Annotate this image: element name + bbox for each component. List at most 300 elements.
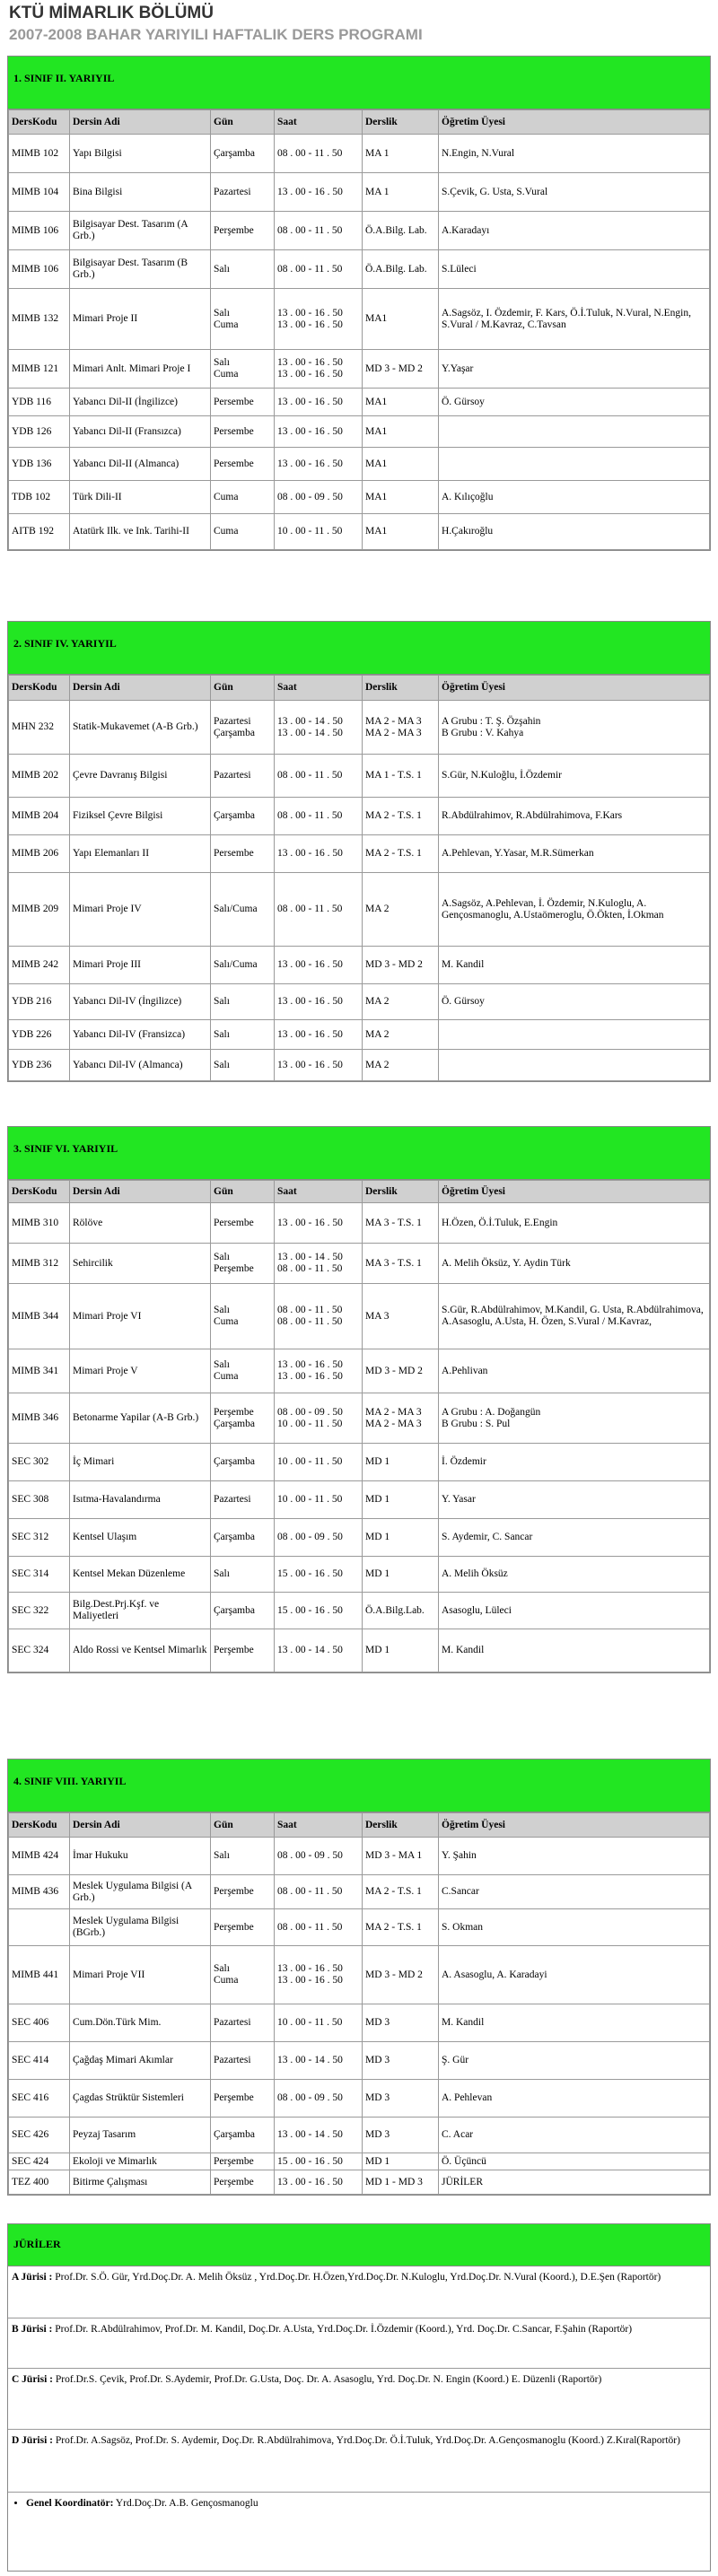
cell-lecturer: A Grubu : T. Ş. Özşahin B Grubu : V. Kahya [439,701,710,755]
cell-time: 13 . 00 - 16 . 50 [275,835,363,873]
juries-heading: JÜRİLER [13,2238,61,2250]
cell-course-code: MIMB 346 [9,1393,70,1444]
cell-classroom: MA 1 [363,173,439,212]
cell-lecturer: A. Melih Öksüz [439,1557,710,1593]
column-header-course-name: Dersin Adi [70,676,211,701]
column-header-lecturer: Öğretim Üyesi [439,676,710,701]
cell-course-name: Kentsel Ulaşım [70,1519,211,1557]
cell-classroom: MA 2 [363,984,439,1020]
cell-time: 13 . 00 - 14 . 50 [275,2042,363,2080]
cell-lecturer [439,1050,710,1081]
cell-time: 10 . 00 - 11 . 50 [275,2004,363,2042]
cell-classroom: Ö.A.Bilg. Lab. [363,250,439,289]
cell-classroom: MA 3 - T.S. 1 [363,1203,439,1244]
table-row [9,2080,710,2118]
column-header-day: Gün [211,110,275,135]
table-row [9,1349,710,1393]
cell-time: 15 . 00 - 16 . 50 [275,2153,363,2170]
cell-lecturer: S. Aydemir, C. Sancar [439,1519,710,1557]
cell-day: Perşembe [211,1629,275,1672]
cell-time: 13 . 00 - 14 . 50 [275,2118,363,2153]
cell-day: Pazartesi [211,2042,275,2080]
column-header-course-name: Dersin Adi [70,110,211,135]
cell-classroom: MA 2 [363,1020,439,1050]
jury-members: Prof.Dr. R.Abdülrahimov, Prof.Dr. M. Kandil, Doç.Dr. A.Usta, Yrd.Doç.Dr. İ.Özdemir (Koord.), Yrd. Doç.Dr. C.Sancar, F.Şahin (Raportör) [55,2324,633,2335]
cell-lecturer: S.Gür, N.Kuloğlu, İ.Özdemir [439,755,710,798]
cell-course-name: Mimari Proje II [70,289,211,350]
cell-course-name: Meslek Uygulama Bilgisi (A Grb.) [70,1875,211,1909]
cell-lecturer: S.Gür, R.Abdülrahimov, M.Kandil, G. Usta, R.Abdülrahimova, A.Asasoglu, A.Usta, H. Özen, S.Vural / M.Kavraz, [439,1284,710,1349]
column-header-course-code: DersKodu [9,110,70,135]
cell-day: Çarşamba [211,1593,275,1629]
cell-classroom: MA 2 - MA 3 MA 2 - MA 3 [363,1393,439,1444]
juries-section [7,2223,711,2572]
cell-lecturer: S.Çevik, G. Usta, S.Vural [439,173,710,212]
coordinator-name: Yrd.Doç.Dr. A.B. Gençosmanoglu [115,2498,258,2509]
cell-time: 13 . 00 - 16 . 50 13 . 00 - 16 . 50 [275,1349,363,1393]
cell-time: 08 . 00 - 11 . 50 [275,1875,363,1909]
table-row [9,873,710,947]
cell-lecturer: A. Kılıçoğlu [439,481,710,514]
cell-lecturer [439,1020,710,1050]
cell-course-code: MIMB 204 [9,798,70,835]
cell-course-name: Rölöve [70,1203,211,1244]
cell-course-name: Ekoloji ve Mimarlık [70,2153,211,2170]
cell-lecturer: Y.Yaşar [439,350,710,389]
schedule-table [8,1812,710,2195]
cell-course-name: Çagdas Strüktür Sistemleri [70,2080,211,2118]
cell-day: Pazartesi [211,755,275,798]
cell-course-code: MIMB 104 [9,173,70,212]
cell-day: Cuma [211,514,275,550]
cell-classroom: MD 3 [363,2004,439,2042]
column-header-day: Gün [211,676,275,701]
column-header-time: Saat [275,1181,363,1203]
cell-time: 13 . 00 - 16 . 50 13 . 00 - 16 . 50 [275,1946,363,2004]
table-row [9,416,710,448]
table-row [9,250,710,289]
cell-course-name: İmar Hukuku [70,1838,211,1875]
cell-lecturer: A. Melih Öksüz, Y. Aydin Türk [439,1244,710,1284]
cell-classroom: MD 1 [363,1481,439,1519]
cell-course-code: YDB 236 [9,1050,70,1081]
section-header [8,57,710,109]
table-row [9,1444,710,1481]
cell-course-name: Bina Bilgisi [70,173,211,212]
cell-lecturer: A.Pehlevan, Y.Yasar, M.R.Sümerkan [439,835,710,873]
cell-course-code: MIMB 441 [9,1946,70,2004]
cell-lecturer: Ş. Gür [439,2042,710,2080]
table-row [9,1050,710,1081]
cell-time: 13 . 00 - 16 . 50 13 . 00 - 16 . 50 [275,350,363,389]
cell-course-name: Yabancı Dil-II (İngilizce) [70,389,211,416]
cell-course-code: SEC 302 [9,1444,70,1481]
column-header-classroom: Derslik [363,1181,439,1203]
table-row [9,1020,710,1050]
cell-lecturer: A. Asasoglu, A. Karadayi [439,1946,710,2004]
cell-course-code: SEC 324 [9,1629,70,1672]
cell-lecturer: H.Çakıroğlu [439,514,710,550]
cell-course-code [9,1909,70,1946]
cell-course-name: İç Mimari [70,1444,211,1481]
cell-classroom: Ö.A.Bilg. Lab. [363,212,439,250]
cell-day: Salı Cuma [211,1349,275,1393]
section-heading: 4. SINIF VIII. YARIYIL [13,1775,127,1787]
column-header-day: Gün [211,1813,275,1838]
table-row [9,481,710,514]
cell-lecturer: A. Pehlevan [439,2080,710,2118]
column-header-classroom: Derslik [363,110,439,135]
cell-lecturer: H.Özen, Ö.İ.Tuluk, E.Engin [439,1203,710,1244]
juries-header [8,2224,710,2266]
cell-course-code: MIMB 132 [9,289,70,350]
cell-course-code: SEC 414 [9,2042,70,2080]
cell-day: Çarşamba [211,2118,275,2153]
cell-time: 13 . 00 - 16 . 50 [275,1020,363,1050]
cell-course-code: YDB 216 [9,984,70,1020]
table-row [9,212,710,250]
cell-time: 13 . 00 - 16 . 50 [275,2170,363,2195]
cell-course-code: TEZ 400 [9,2170,70,2195]
cell-lecturer: İ. Özdemir [439,1444,710,1481]
table-row [9,514,710,550]
cell-course-name: Mimari Proje V [70,1349,211,1393]
cell-classroom: MA1 [363,289,439,350]
section-header [8,622,710,675]
cell-course-name: Aldo Rossi ve Kentsel Mimarlık [70,1629,211,1672]
cell-course-name: Mimari Proje III [70,947,211,984]
cell-time: 08 . 00 - 11 . 50 [275,250,363,289]
cell-lecturer: A.Sagsöz, A.Pehlevan, İ. Özdemir, N.Kuloglu, A. Gençosmanoglu, A.Ustaömeroglu, Ö.Ökten, İ.Okman [439,873,710,947]
cell-time: 08 . 00 - 11 . 50 08 . 00 - 11 . 50 [275,1284,363,1349]
table-row [9,2153,710,2170]
cell-day: Persembe [211,416,275,448]
cell-classroom: MA 3 - T.S. 1 [363,1244,439,1284]
cell-course-code: MIMB 121 [9,350,70,389]
cell-time: 10 . 00 - 11 . 50 [275,1481,363,1519]
cell-course-name: Mimari Anlt. Mimari Proje I [70,350,211,389]
cell-classroom: MD 3 - MA 1 [363,1838,439,1875]
cell-course-name: Yabancı Dil-IV (Almanca) [70,1050,211,1081]
cell-lecturer: M. Kandil [439,2004,710,2042]
cell-time: 13 . 00 - 16 . 50 [275,984,363,1020]
table-row [9,350,710,389]
cell-course-code: MHN 232 [9,701,70,755]
cell-lecturer [439,416,710,448]
cell-classroom: MD 1 [363,1557,439,1593]
cell-classroom: MD 3 - MD 2 [363,947,439,984]
table-row [9,984,710,1020]
column-header-time: Saat [275,676,363,701]
cell-lecturer: S. Okman [439,1909,710,1946]
column-header-lecturer: Öğretim Üyesi [439,1813,710,1838]
cell-day: Çarşamba [211,1519,275,1557]
cell-time: 13 . 00 - 16 . 50 [275,1203,363,1244]
table-row [9,1557,710,1593]
table-row [9,701,710,755]
cell-day: Salı [211,250,275,289]
cell-course-code: SEC 312 [9,1519,70,1557]
page-subtitle: 2007-2008 BAHAR YARIYILI HAFTALIK DERS PROGRAMI [9,26,423,43]
cell-day: Perşembe [211,2153,275,2170]
cell-day: Salı [211,984,275,1020]
cell-course-code: YDB 226 [9,1020,70,1050]
table-row [9,835,710,873]
cell-day: Cuma [211,481,275,514]
jury-members: Prof.Dr. S.Ö. Gür, Yrd.Doç.Dr. A. Melih Öksüz , Yrd.Doç.Dr. H.Özen,Yrd.Doç.Dr. N.Kuloglu, Yrd.Doç.Dr. N.Vural (Koord.), D.E.Şen (Raportör) [55,2272,661,2283]
column-header-day: Gün [211,1181,275,1203]
cell-day: Çarşamba [211,135,275,173]
cell-classroom: MD 1 [363,2153,439,2170]
cell-course-code: SEC 426 [9,2118,70,2153]
cell-time: 13 . 00 - 16 . 50 [275,389,363,416]
table-header-row [9,676,710,701]
cell-time: 08 . 00 - 11 . 50 [275,873,363,947]
cell-day: Salı/Cuma [211,873,275,947]
cell-time: 15 . 00 - 16 . 50 [275,1557,363,1593]
cell-day: Persembe [211,389,275,416]
section-header [8,1760,710,1812]
column-header-lecturer: Öğretim Üyesi [439,1181,710,1203]
cell-day: Salı [211,1557,275,1593]
cell-day: Perşembe [211,1875,275,1909]
section-1 [7,56,711,551]
cell-classroom: MA1 [363,514,439,550]
cell-course-code: YDB 126 [9,416,70,448]
cell-time: 08 . 00 - 09 . 50 [275,2080,363,2118]
cell-course-name: Atatürk Ilk. ve Ink. Tarihi-II [70,514,211,550]
column-header-course-code: DersKodu [9,1813,70,1838]
table-row [9,1909,710,1946]
table-row [9,2042,710,2080]
section-heading: 3. SINIF VI. YARIYIL [13,1142,118,1155]
cell-classroom: MA 2 - T.S. 1 [363,835,439,873]
table-row [9,1481,710,1519]
cell-classroom: MA 2 [363,1050,439,1081]
cell-day: Çarşamba [211,798,275,835]
cell-lecturer: Ö. Gürsoy [439,984,710,1020]
table-row [9,1393,710,1444]
cell-time: 13 . 00 - 16 . 50 [275,448,363,481]
cell-time: 08 . 00 - 09 . 50 [275,1838,363,1875]
cell-classroom: MD 3 [363,2080,439,2118]
cell-course-code: AITB 192 [9,514,70,550]
cell-course-name: Meslek Uygulama Bilgisi (BGrb.) [70,1909,211,1946]
section-heading: 2. SINIF IV. YARIYIL [13,637,117,650]
cell-course-name: Yabancı Dil-II (Fransızca) [70,416,211,448]
cell-lecturer: R.Abdülrahimov, R.Abdülrahimova, F.Kars [439,798,710,835]
cell-time: 08 . 00 - 11 . 50 [275,212,363,250]
cell-course-name: Çağdaş Mimari Akımlar [70,2042,211,2080]
cell-course-name: Mimari Proje VII [70,1946,211,2004]
table-row [9,755,710,798]
cell-classroom: MA 1 - T.S. 1 [363,755,439,798]
cell-course-name: Sehircilik [70,1244,211,1284]
cell-day: Salı [211,1020,275,1050]
table-row [9,289,710,350]
cell-day: Perşembe Çarşamba [211,1393,275,1444]
cell-lecturer: Y. Şahin [439,1838,710,1875]
jury-c [8,2369,710,2430]
table-row [9,1875,710,1909]
cell-course-name: Çevre Davranış Bilgisi [70,755,211,798]
cell-course-name: Yapı Elemanları II [70,835,211,873]
table-row [9,1946,710,2004]
jury-label: A Jürisi : [12,2272,53,2283]
cell-time: 13 . 00 - 14 . 50 13 . 00 - 14 . 50 [275,701,363,755]
column-header-course-code: DersKodu [9,676,70,701]
cell-lecturer: M. Kandil [439,947,710,984]
schedule-table [8,109,710,550]
cell-course-name: Yabancı Dil-II (Almanca) [70,448,211,481]
table-row [9,2118,710,2153]
table-row [9,1519,710,1557]
jury-d [8,2430,710,2493]
schedule-table [8,1180,710,1672]
table-header-row [9,1813,710,1838]
cell-lecturer: C.Sancar [439,1875,710,1909]
section-header [8,1127,710,1180]
jury-members: Prof.Dr. A.Sagsöz, Prof.Dr. S. Aydemir, Doç.Dr. R.Abdülrahimova, Yrd.Doç.Dr. Ö.İ.Tuluk, Yrd.Doç.Dr. A.Gençosmanoglu (Koord.) Z.Kıral(Raportör) [55,2435,680,2446]
cell-time: 08 . 00 - 11 . 50 [275,755,363,798]
cell-course-name: Betonarme Yapilar (A-B Grb.) [70,1393,211,1444]
table-row [9,1284,710,1349]
table-header-row [9,1181,710,1203]
table-row [9,1629,710,1672]
cell-classroom: Ö.A.Bilg.Lab. [363,1593,439,1629]
column-header-course-name: Dersin Adi [70,1813,211,1838]
coordinator-label: Genel Koordinatör: [26,2498,114,2509]
cell-course-code: MIMB 206 [9,835,70,873]
cell-classroom: MA 1 [363,135,439,173]
section-3 [7,1126,711,1673]
cell-lecturer: C. Acar [439,2118,710,2153]
column-header-classroom: Derslik [363,1813,439,1838]
cell-classroom: MD 1 [363,1629,439,1672]
cell-day: Çarşamba [211,1444,275,1481]
table-row [9,1593,710,1629]
cell-course-name: Fiziksel Çevre Bilgisi [70,798,211,835]
cell-course-code: MIMB 341 [9,1349,70,1393]
schedule-table [8,675,710,1081]
cell-day: Pazartesi [211,173,275,212]
section-2 [7,621,711,1082]
cell-day: Pazartesi Çarşamba [211,701,275,755]
cell-day: Salı [211,1050,275,1081]
cell-day: Salı Cuma [211,289,275,350]
cell-course-code: SEC 322 [9,1593,70,1629]
cell-course-name: Türk Dili-II [70,481,211,514]
cell-time: 13 . 00 - 16 . 50 [275,173,363,212]
cell-course-code: MIMB 436 [9,1875,70,1909]
cell-day: Persembe [211,448,275,481]
cell-day: Persembe [211,1203,275,1244]
cell-course-name: Yapı Bilgisi [70,135,211,173]
cell-classroom: MA 2 - T.S. 1 [363,1909,439,1946]
cell-course-name: Peyzaj Tasarım [70,2118,211,2153]
section-4 [7,1759,711,2196]
table-row [9,135,710,173]
column-header-classroom: Derslik [363,676,439,701]
cell-course-code: YDB 136 [9,448,70,481]
cell-course-code: MIMB 106 [9,250,70,289]
cell-classroom: MA1 [363,389,439,416]
table-row [9,1838,710,1875]
cell-day: Perşembe [211,1909,275,1946]
cell-course-code: SEC 424 [9,2153,70,2170]
cell-classroom: MA1 [363,481,439,514]
cell-course-code: MIMB 102 [9,135,70,173]
cell-day: Perşembe [211,2080,275,2118]
cell-course-code: TDB 102 [9,481,70,514]
table-row [9,798,710,835]
cell-day: Salı Perşembe [211,1244,275,1284]
cell-course-name: Bilgisayar Dest. Tasarım (A Grb.) [70,212,211,250]
jury-b [8,2318,710,2369]
cell-time: 10 . 00 - 11 . 50 [275,1444,363,1481]
cell-course-code: SEC 308 [9,1481,70,1519]
cell-time: 08 . 00 - 09 . 50 10 . 00 - 11 . 50 [275,1393,363,1444]
cell-course-name: Statik-Mukavemet (A-B Grb.) [70,701,211,755]
cell-classroom: MA 2 - MA 3 MA 2 - MA 3 [363,701,439,755]
cell-day: Pazartesi [211,1481,275,1519]
cell-classroom: MA 2 [363,873,439,947]
cell-course-name: Bilg.Dest.Prj.Kşf. ve Maliyetleri [70,1593,211,1629]
cell-lecturer: N.Engin, N.Vural [439,135,710,173]
cell-course-code: MIMB 209 [9,873,70,947]
cell-classroom: MD 3 - MD 2 [363,1946,439,2004]
cell-lecturer: A.Karadayı [439,212,710,250]
cell-day: Perşembe [211,2170,275,2195]
cell-lecturer: M. Kandil [439,1629,710,1672]
cell-classroom: MD 3 [363,2118,439,2153]
cell-course-code: SEC 416 [9,2080,70,2118]
cell-classroom: MA1 [363,416,439,448]
cell-course-code: MIMB 242 [9,947,70,984]
table-header-row [9,110,710,135]
cell-time: 08 . 00 - 09 . 50 [275,1519,363,1557]
cell-time: 13 . 00 - 16 . 50 13 . 00 - 16 . 50 [275,289,363,350]
cell-classroom: MA1 [363,448,439,481]
cell-course-code: MIMB 344 [9,1284,70,1349]
cell-course-code: MIMB 424 [9,1838,70,1875]
cell-course-name: Bilgisayar Dest. Tasarım (B Grb.) [70,250,211,289]
cell-lecturer: A.Pehlivan [439,1349,710,1393]
cell-classroom: MD 1 [363,1444,439,1481]
jury-label: C Jürisi : [12,2374,53,2385]
table-row [9,947,710,984]
cell-time: 13 . 00 - 16 . 50 [275,416,363,448]
cell-lecturer: Ö. Üçüncü [439,2153,710,2170]
cell-lecturer: A Grubu : A. Doğangün B Grubu : S. Pul [439,1393,710,1444]
cell-classroom: MA 3 [363,1284,439,1349]
cell-course-name: Mimari Proje VI [70,1284,211,1349]
jury-label: D Jürisi : [12,2435,53,2446]
cell-classroom: MA 2 - T.S. 1 [363,1875,439,1909]
cell-course-name: Yabancı Dil-IV (Fransizca) [70,1020,211,1050]
cell-course-code: MIMB 202 [9,755,70,798]
cell-lecturer [439,448,710,481]
table-row [9,2004,710,2042]
table-row [9,1244,710,1284]
cell-time: 08 . 00 - 11 . 50 [275,798,363,835]
cell-time: 13 . 00 - 14 . 50 08 . 00 - 11 . 50 [275,1244,363,1284]
cell-classroom: MD 1 - MD 3 [363,2170,439,2195]
column-header-time: Saat [275,110,363,135]
section-heading: 1. SINIF II. YARIYIL [13,72,115,84]
cell-course-code: MIMB 106 [9,212,70,250]
column-header-course-code: DersKodu [9,1181,70,1203]
